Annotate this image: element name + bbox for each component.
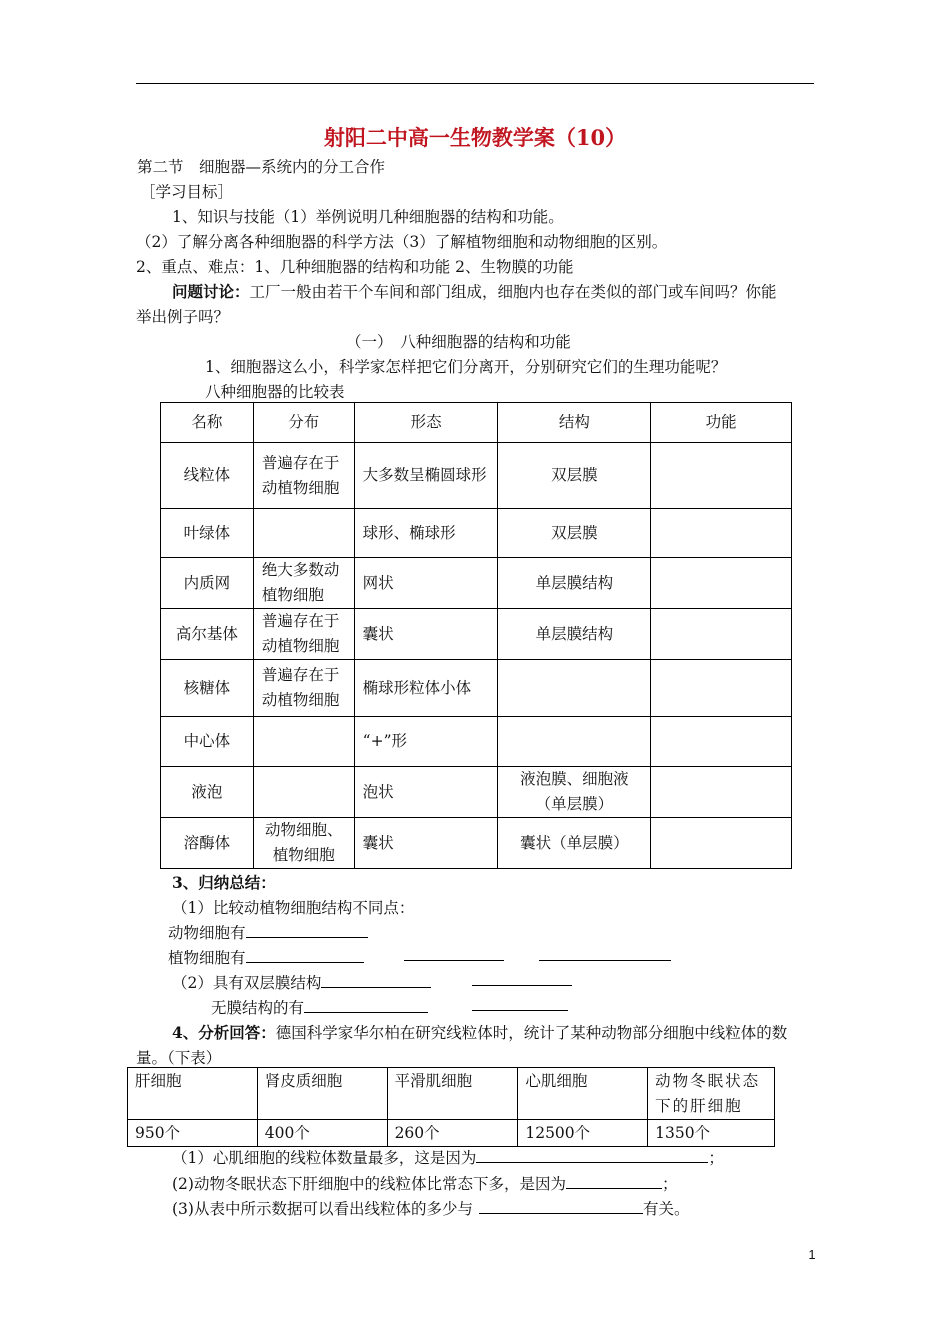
header-rule: [136, 83, 814, 84]
structure-cell: [498, 717, 651, 767]
answer-2-blank[interactable]: [566, 1174, 662, 1189]
name-cell: 高尔基体: [161, 609, 254, 660]
answer-3-blank[interactable]: [479, 1199, 643, 1214]
answer-3-line: [172, 1197, 689, 1219]
function-cell: [651, 660, 792, 717]
distribution-cell: 普遍存在于动植物细胞: [253, 660, 354, 717]
shape-cell: 网状: [354, 558, 498, 609]
objectives-header: ［学习目标］: [140, 183, 234, 201]
header-cell: 功能: [651, 403, 792, 443]
header-cell: 形态: [354, 403, 498, 443]
table-row: [161, 443, 792, 509]
cell-type-cell: 动物冬眠状态下的肝细胞: [648, 1068, 775, 1120]
shape-cell: 球形、椭球形: [354, 509, 498, 558]
plant-cell-blank-3[interactable]: [539, 946, 671, 961]
animal-cell-label: 动物细胞有: [168, 924, 246, 942]
structure-cell: 单层膜结构: [498, 558, 651, 609]
table-row: [161, 767, 792, 818]
distribution-cell: 普遍存在于动植物细胞: [253, 443, 354, 509]
structure-cell: 单层膜结构: [498, 609, 651, 660]
function-cell: [651, 818, 792, 869]
double-membrane-blank-2[interactable]: [472, 971, 572, 986]
no-membrane-line: [211, 996, 428, 1018]
plant-cell-line: [168, 946, 364, 968]
discussion-line-1: [172, 280, 777, 302]
answer-2-end: ；: [661, 1175, 678, 1193]
question-1: 1、细胞器这么小，科学家怎样把它们分离开，分别研究它们的生理功能呢？: [205, 358, 727, 376]
summary-compare: （1）比较动植物细胞结构不同点：: [172, 899, 415, 917]
no-membrane-label: 无膜结构的有: [211, 999, 305, 1017]
count-cell: 950个: [128, 1120, 258, 1147]
plant-cell-blank-2[interactable]: [404, 946, 504, 961]
answer-3-text: (3)从表中所示数据可以看出线粒体的多少与: [172, 1200, 473, 1218]
plant-cell-blank-1[interactable]: [246, 948, 364, 963]
discussion-text: 工厂一般由若干个车间和部门组成，细胞内也存在类似的部门或车间吗？你能: [249, 283, 777, 301]
name-cell: 核糖体: [161, 660, 254, 717]
name-cell: 叶绿体: [161, 509, 254, 558]
name-cell: 溶酶体: [161, 818, 254, 869]
cell-type-row: [128, 1068, 775, 1120]
table-row: [161, 558, 792, 609]
name-cell: 中心体: [161, 717, 254, 767]
section-heading: 第二节 细胞器—系统内的分工合作: [137, 158, 386, 176]
answer-1-text: （1）心肌细胞的线粒体数量最多，这是因为: [172, 1149, 477, 1167]
shape-cell: “+”形: [354, 717, 498, 767]
analysis-line-2: 量。（下表）: [136, 1049, 222, 1067]
shape-cell: 大多数呈椭圆球形: [354, 443, 498, 509]
table-row: [161, 509, 792, 558]
page-number: 1: [808, 1247, 816, 1262]
function-cell: [651, 609, 792, 660]
name-cell: 内质网: [161, 558, 254, 609]
structure-cell: 双层膜: [498, 443, 651, 509]
structure-cell: 液泡膜、细胞液（单层膜）: [498, 767, 651, 818]
name-cell: 线粒体: [161, 443, 254, 509]
objective-1: 1、知识与技能（1）举例说明几种细胞器的结构和功能。: [172, 208, 564, 226]
structure-cell: [498, 660, 651, 717]
shape-cell: 椭球形粒体小体: [354, 660, 498, 717]
shape-cell: 囊状: [354, 818, 498, 869]
table-row: [161, 660, 792, 717]
distribution-cell: 动物细胞、植物细胞: [253, 818, 354, 869]
header-cell: 名称: [161, 403, 254, 443]
shape-cell: 囊状: [354, 609, 498, 660]
distribution-cell: 绝大多数动植物细胞: [253, 558, 354, 609]
analysis-label: 4、分析回答：: [172, 1023, 276, 1042]
table-row: [161, 717, 792, 767]
table-header-row: [161, 403, 792, 443]
function-cell: [651, 717, 792, 767]
animal-cell-line: [168, 921, 368, 943]
objective-2: （2）了解分离各种细胞器的科学方法（3）了解植物细胞和动物细胞的区别。: [136, 233, 668, 251]
part-heading: （一） 八种细胞器的结构和功能: [346, 333, 571, 351]
double-membrane-line: [172, 971, 431, 993]
cell-type-cell: 心肌细胞: [518, 1068, 648, 1120]
plant-cell-label: 植物细胞有: [168, 949, 246, 967]
answer-3-end: 有关。: [642, 1200, 690, 1218]
distribution-cell: [253, 717, 354, 767]
cell-type-cell: 肝细胞: [128, 1068, 258, 1120]
no-membrane-blank-2[interactable]: [472, 996, 568, 1011]
no-membrane-blank-1[interactable]: [304, 998, 428, 1013]
organelle-comparison-table: [160, 402, 792, 869]
answer-1-blank[interactable]: [476, 1148, 708, 1163]
header-cell: 结构: [498, 403, 651, 443]
cell-type-cell: 肾皮质细胞: [257, 1068, 387, 1120]
animal-cell-blank[interactable]: [246, 923, 368, 938]
table-row: [161, 818, 792, 869]
key-points: 2、重点、难点：1、几种细胞器的结构和功能 2、生物膜的功能: [136, 258, 574, 276]
cell-type-cell: 平滑肌细胞: [387, 1068, 518, 1120]
table-caption: 八种细胞器的比较表: [205, 383, 345, 401]
count-cell: 12500个: [518, 1120, 648, 1147]
function-cell: [651, 443, 792, 509]
distribution-cell: [253, 767, 354, 818]
analysis-line-1: [172, 1021, 787, 1043]
function-cell: [651, 509, 792, 558]
distribution-cell: 普遍存在于动植物细胞: [253, 609, 354, 660]
double-membrane-blank-1[interactable]: [321, 973, 431, 988]
discussion-line-2: 举出例子吗？: [136, 308, 230, 326]
answer-1-line: [172, 1146, 724, 1168]
answer-2-line: [172, 1172, 677, 1194]
table-row: [161, 609, 792, 660]
mitochondria-count-table: [127, 1067, 775, 1147]
structure-cell: 囊状（单层膜）: [498, 818, 651, 869]
summary-label: 3、归纳总结：: [172, 873, 276, 892]
analysis-text: 德国科学家华尔柏在研究线粒体时，统计了某种动物部分细胞中线粒体的数: [275, 1024, 788, 1042]
distribution-cell: [253, 509, 354, 558]
count-cell: 400个: [257, 1120, 387, 1147]
function-cell: [651, 558, 792, 609]
double-membrane-label: （2）具有双层膜结构: [172, 974, 322, 992]
page-title: 射阳二中高一生物教学案（10）: [323, 125, 627, 150]
function-cell: [651, 767, 792, 818]
header-cell: 分布: [253, 403, 354, 443]
name-cell: 液泡: [161, 767, 254, 818]
shape-cell: 泡状: [354, 767, 498, 818]
count-row: [128, 1120, 775, 1147]
count-cell: 1350个: [648, 1120, 775, 1147]
structure-cell: 双层膜: [498, 509, 651, 558]
answer-2-text: (2)动物冬眠状态下肝细胞中的线粒体比常态下多，是因为: [172, 1175, 566, 1193]
discussion-label: 问题讨论：: [172, 282, 250, 301]
answer-1-end: ；: [708, 1149, 724, 1167]
count-cell: 260个: [387, 1120, 518, 1147]
